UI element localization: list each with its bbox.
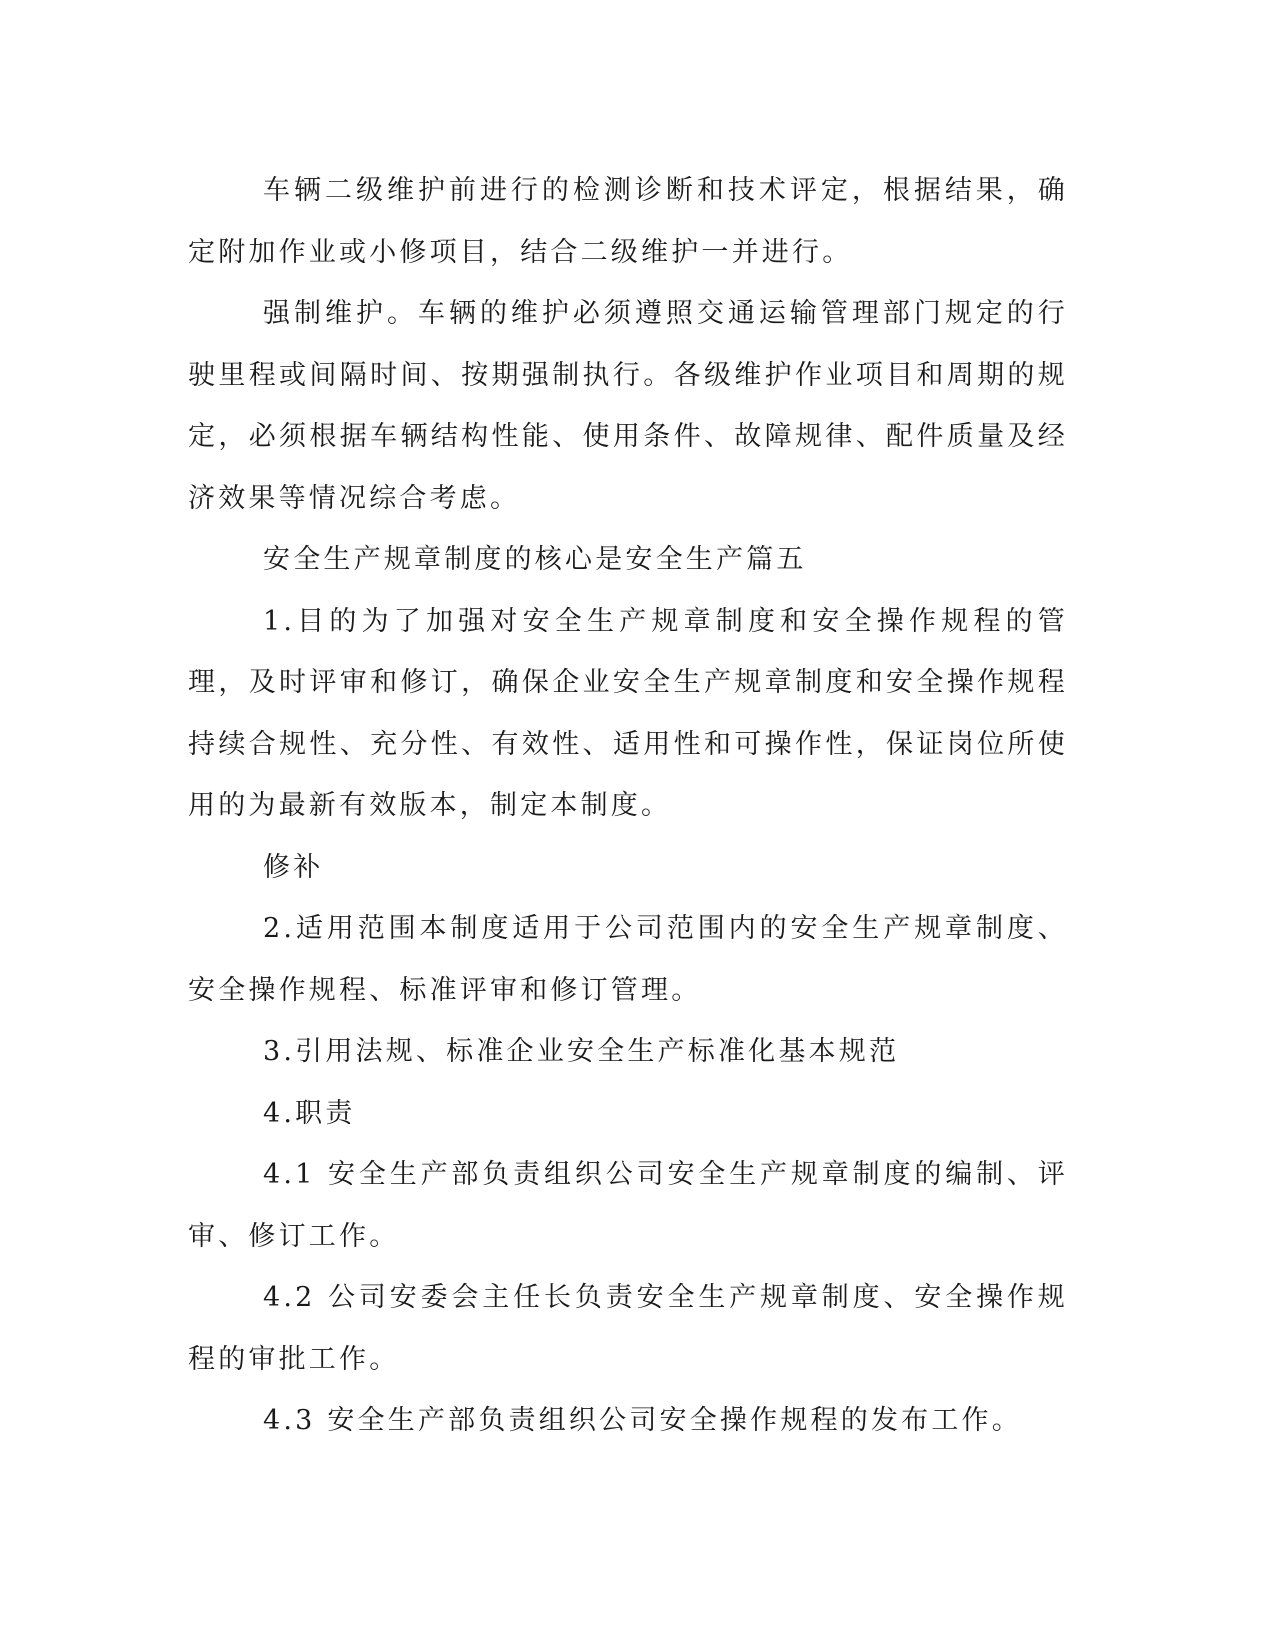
paragraph-vehicle-maintenance: 车辆二级维护前进行的检测诊断和技术评定，根据结果，确定附加作业或小修项目，结合二级维护一并进行。	[188, 175, 1068, 268]
paragraph-responsibility-4-2: 4.2 公司安委会主任长负责安全生产规章制度、安全操作规程的审批工作。	[188, 1282, 1068, 1375]
document-body	[188, 160, 1068, 1452]
paragraph-responsibility-4-1: 4.1 安全生产部负责组织公司安全生产规章制度的编制、评审、修订工作。	[188, 1159, 1068, 1252]
paragraph-references: 3.引用法规、标准企业安全生产标准化基本规范	[263, 1036, 900, 1067]
paragraph-scope: 2.适用范围本制度适用于公司范围内的安全生产规章制度、安全操作规程、标准评审和修订管理。	[188, 913, 1068, 1006]
paragraph-mandatory-maintenance: 强制维护。车辆的维护必须遵照交通运输管理部门规定的行驶里程或间隔时间、按期强制执行。各级维护作业项目和周期的规定，必须根据车辆结构性能、使用条件、故障规律、配件质量及经济效果等情况综合考虑。	[188, 298, 1068, 514]
paragraph-responsibilities: 4.职责	[263, 1097, 356, 1129]
paragraph-purpose: 1.目的为了加强对安全生产规章制度和安全操作规程的管理，及时评审和修订，确保企业安全生产规章制度和安全操作规程持续合规性、充分性、有效性、适用性和可操作性，保证岗位所使用的为最新有效版本，制定本制度。	[188, 605, 1068, 821]
section-heading: 安全生产规章制度的核心是安全生产篇五	[263, 544, 807, 575]
paragraph-note: 修补	[263, 851, 324, 883]
paragraph-responsibility-4-3: 4.3 安全生产部负责组织公司安全操作规程的发布工作。	[263, 1405, 1022, 1436]
